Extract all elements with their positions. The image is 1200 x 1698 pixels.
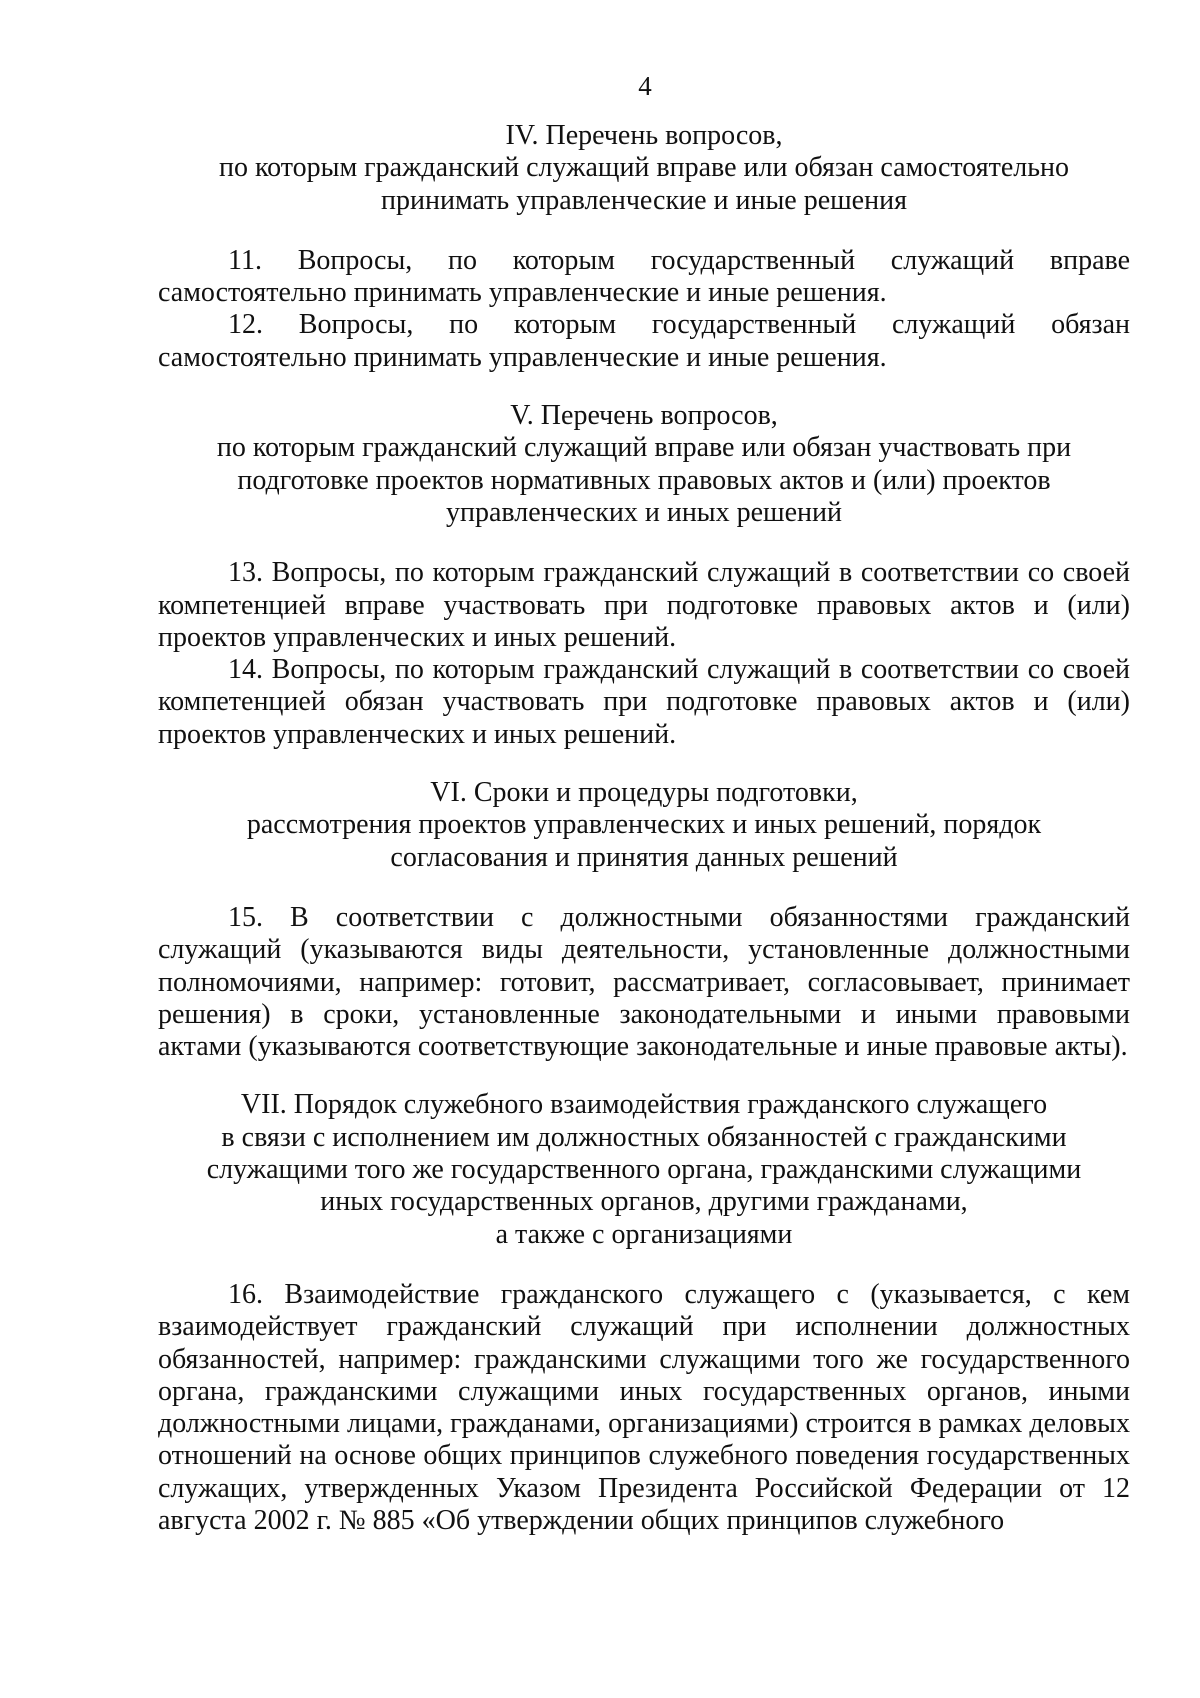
heading-line: V. Перечень вопросов,	[510, 400, 778, 432]
heading-line: по которым гражданский служащий вправе или обязан участвовать при	[216, 432, 1072, 464]
page-number: 4	[638, 71, 652, 101]
heading-line: IV. Перечень вопросов,	[505, 120, 783, 151]
heading-line: согласования и принятия данных решений	[390, 841, 898, 873]
heading-line: управленческих и иных решений	[445, 496, 842, 528]
heading-line: VII. Порядок служебного взаимодействия гражданского служащего	[240, 1089, 1048, 1121]
document-body	[158, 120, 1130, 1537]
section-5-heading	[158, 400, 1130, 529]
heading-line: по которым гражданский служащий вправе или обязан самостоятельно	[218, 152, 1070, 184]
paragraph-12: 12. Вопросы, по которым государственный служащий обязан самостоятельно принимать управленческие и иные решения.	[158, 309, 1130, 373]
paragraph-13: 13. Вопросы, по которым гражданский служащий в соответствии со своей компетенцией вправе участвовать при подготовке правовых актов и (или) проектов управленческих и иных решений.	[158, 557, 1130, 653]
heading-line: подготовке проектов нормативных правовых актов и (или) проектов	[237, 464, 1051, 496]
heading-line: а также с организациями	[495, 1218, 793, 1250]
paragraph-15: 15. В соответствии с должностными обязанностями гражданский служащий (указываются виды деятельности, установленные должностными полномочиями, например: готовит, рассматривает, согласовывает, принимает решения) в сроки, установленные законодательными и иными правовыми актами (указываются соответствующие законодательные и иные правовые акты).	[158, 901, 1130, 1063]
section-7-heading	[158, 1089, 1130, 1250]
section-6-heading	[158, 777, 1130, 874]
heading-line: в связи с исполнением им должностных обязанностей с гражданскими	[221, 1121, 1067, 1153]
heading-line: иных государственных органов, другими гражданами,	[320, 1186, 968, 1218]
paragraph-16: 16. Взаимодействие гражданского служащего с (указывается, с кем взаимодействует гражданский служащий при исполнении должностных обязанностей, например: гражданскими служащими того же государственного органа, гражданскими служащими иных государственных органов, иными должностными лицами, гражданами, организациями) строится в рамках деловых отношений на основе общих принципов служебного поведения государственных служащих, утвержденных Указом Президента Российской Федерации от 12 августа 2002 г. № 885 «Об утверждении общих принципов служебного	[158, 1278, 1130, 1536]
heading-line: принимать управленческие и иные решения	[381, 184, 907, 216]
section-4-heading	[158, 120, 1130, 217]
paragraph-14: 14. Вопросы, по которым гражданский служащий в соответствии со своей компетенцией обязан участвовать при подготовке правовых актов и (или) проектов управленческих и иных решений.	[158, 654, 1130, 750]
heading-line: VI. Сроки и процедуры подготовки,	[430, 777, 858, 809]
heading-line: рассмотрения проектов управленческих и иных решений, порядок	[246, 809, 1042, 841]
paragraph-11: 11. Вопросы, по которым государственный служащий вправе самостоятельно принимать управленческие и иные решения.	[158, 244, 1130, 309]
heading-line: служащими того же государственного органа, гражданскими служащими	[206, 1154, 1082, 1186]
